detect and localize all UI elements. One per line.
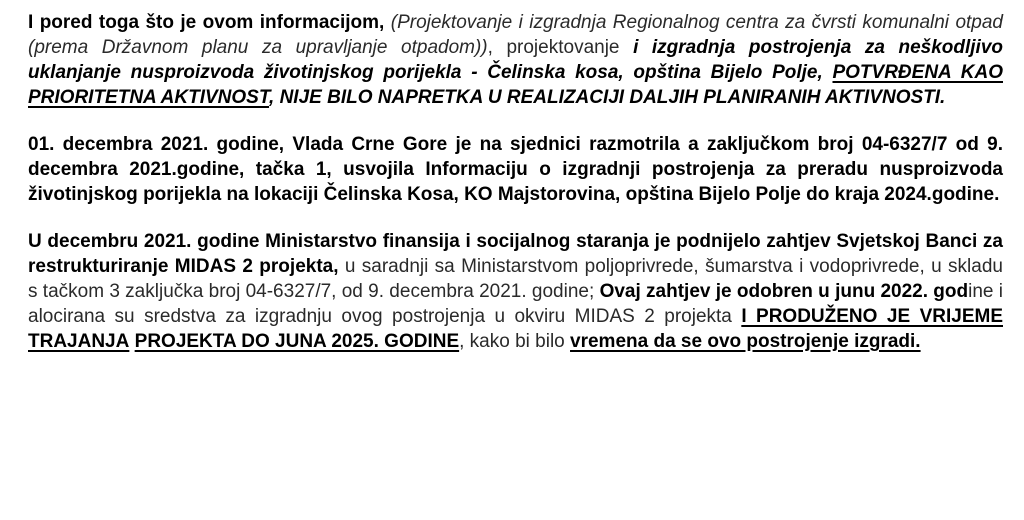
p1-no-progress: , NIJE BILO NAPRETKA U REALIZACIJI DALJIH PLANIRANIH AKTIVNOSTI. <box>269 87 946 108</box>
p3-extended-duration: I PRODUŽENO JE VRIJEME TRAJANJA <box>28 306 1003 352</box>
paragraph-1 <box>28 10 1003 110</box>
paragraph-2 <box>28 132 1003 207</box>
p2-date-bold: 01. decembra 2021. godine, <box>28 134 285 155</box>
document-body <box>28 10 1003 376</box>
p1-italic-parenthetical: (Projektovanje i izgradnja Regionalnog centra za čvrsti komunalni otpad (prema Državnom planu za upravljanje otpadom)) <box>28 12 1003 58</box>
p1-underlined-priority: POTVRĐENA KAO PRIORITETNA AKTIVNOST <box>28 62 1003 108</box>
p3-date-bold: U decembru 2021. godine <box>28 231 260 252</box>
p3-approved-bold: Ovaj zahtjev je odobren u junu 2022. god <box>599 281 969 302</box>
p1-text: , projektovanje <box>487 37 634 58</box>
p3-time-to-build: vremena da se ovo postrojenje izgradi. <box>570 331 921 352</box>
p1-bold-italic: i izgradnja postrojenja za neškodljivo uklanjanje nusproizvoda životinjskog porijekla - Čelinska kosa, opština Bijelo Polje, <box>28 37 1003 83</box>
p3-ministry-request: Ministarstvo finansija i socijalnog staranja je podnijelo zahtjev Svjetskoj Banci za restrukturiranje MIDAS 2 projekta, <box>28 231 1003 277</box>
p3-allocation-text: ine i alocirana su sredstva za izgradnju ovog postrojenja u okviru MIDAS 2 projekta <box>28 281 1003 327</box>
p3-project-until-june: PROJEKTA DO JUNA 2025. GODINE <box>134 331 460 352</box>
p3-so-that: , kako bi bilo <box>459 331 571 352</box>
p3-text: u saradnji sa Ministarstvom poljoprivrede, šumarstva i vodoprivrede, u skladu s tačkom 3 zaključka broj 04-6327/7, od 9. decembra 2021. godine; <box>28 256 1003 302</box>
paragraph-3 <box>28 229 1003 354</box>
p1-lead-bold: I pored toga što je ovom informacijom, <box>28 12 385 33</box>
p2-text: Vlada Crne Gore je na sjednici razmotrila a zaključkom broj 04-6327/7 od 9. decembra 2021.godine, tačka 1, usvojila Informaciju o izgradnji postrojenja za preradu nusproizvoda životinjskog porijekla na lokaciji Čelinska Kosa, KO Majstorovina, opština Bijelo Polje do kraja 2024.godine. <box>28 134 1003 205</box>
